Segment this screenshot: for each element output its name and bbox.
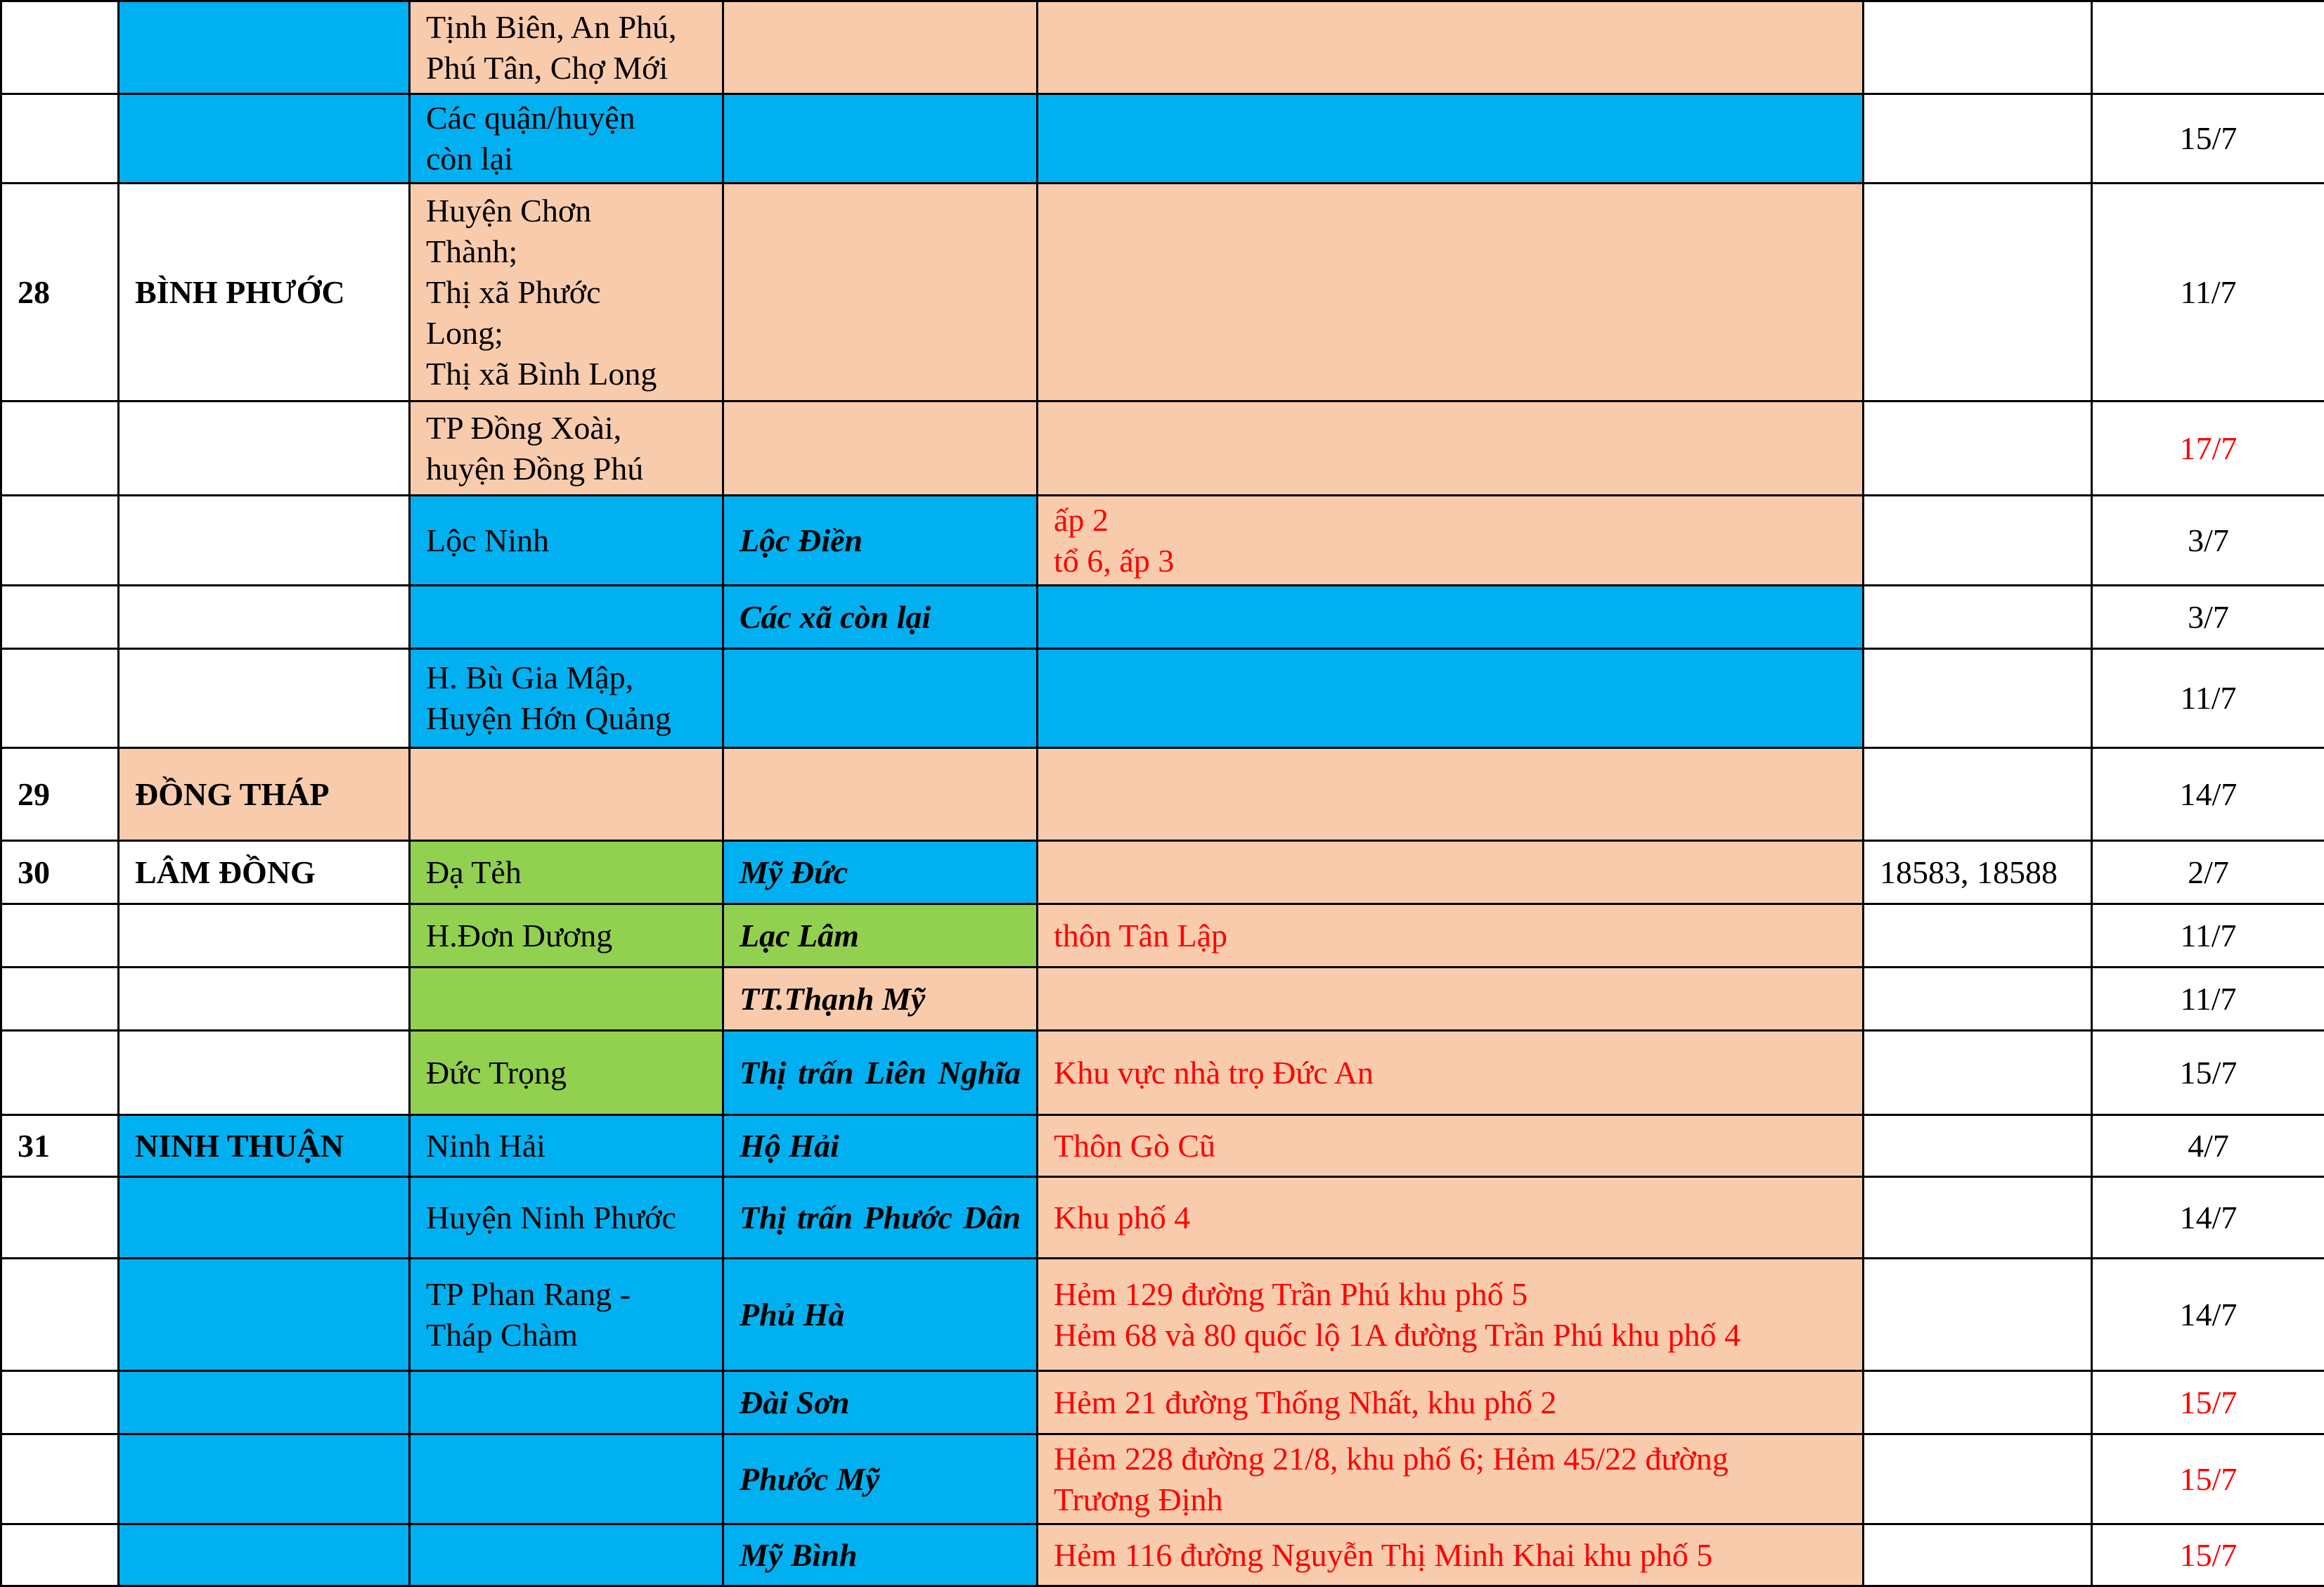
code-cell bbox=[1864, 1, 2092, 94]
table-row bbox=[1, 1371, 2324, 1434]
district-cell bbox=[410, 1371, 723, 1434]
date-cell: 15/7 bbox=[2092, 1371, 2324, 1434]
commune-cell bbox=[723, 184, 1038, 401]
stt-cell bbox=[1, 586, 119, 649]
stt-cell bbox=[1, 94, 119, 184]
province-cell bbox=[119, 401, 410, 496]
province-cell: ĐỒNG THÁP bbox=[119, 748, 410, 841]
stt-cell bbox=[1, 1524, 119, 1586]
district-cell bbox=[410, 748, 723, 841]
detail-cell bbox=[1038, 1, 1864, 94]
stt-cell bbox=[1, 649, 119, 748]
date-cell: 11/7 bbox=[2092, 904, 2324, 968]
table-row bbox=[1, 649, 2324, 748]
stt-cell bbox=[1, 1177, 119, 1259]
province-cell bbox=[119, 904, 410, 968]
province-cell bbox=[119, 586, 410, 649]
date-cell bbox=[2092, 1, 2324, 94]
district-cell: Đức Trọng bbox=[410, 1031, 723, 1115]
code-cell: 18583, 18588 bbox=[1864, 841, 2092, 904]
table-row bbox=[1, 1524, 2324, 1586]
table-row bbox=[1, 1, 2324, 94]
detail-cell bbox=[1038, 94, 1864, 184]
date-cell: 14/7 bbox=[2092, 748, 2324, 841]
code-cell bbox=[1864, 1524, 2092, 1586]
detail-cell: Khu vực nhà trọ Đức An bbox=[1038, 1031, 1864, 1115]
table-row bbox=[1, 94, 2324, 184]
stt-cell bbox=[1, 904, 119, 968]
province-cell: BÌNH PHƯỚC bbox=[119, 184, 410, 401]
district-cell bbox=[410, 1434, 723, 1524]
district-cell: Lộc Ninh bbox=[410, 496, 723, 586]
commune-cell bbox=[723, 94, 1038, 184]
stt-cell: 29 bbox=[1, 748, 119, 841]
code-cell bbox=[1864, 401, 2092, 496]
date-cell: 17/7 bbox=[2092, 401, 2324, 496]
commune-cell: Mỹ Đức bbox=[723, 841, 1038, 904]
table-row bbox=[1, 748, 2324, 841]
table-row bbox=[1, 401, 2324, 496]
table-row bbox=[1, 184, 2324, 401]
table-row bbox=[1, 586, 2324, 649]
commune-cell: Lạc Lâm bbox=[723, 904, 1038, 968]
date-cell: 2/7 bbox=[2092, 841, 2324, 904]
detail-cell: thôn Tân Lập bbox=[1038, 904, 1864, 968]
table-row bbox=[1, 968, 2324, 1031]
detail-cell: Khu phố 4 bbox=[1038, 1177, 1864, 1259]
date-cell: 11/7 bbox=[2092, 649, 2324, 748]
date-cell: 14/7 bbox=[2092, 1259, 2324, 1371]
stt-cell bbox=[1, 968, 119, 1031]
district-cell: TP Phan Rang - Tháp Chàm bbox=[410, 1259, 723, 1371]
stt-cell bbox=[1, 1434, 119, 1524]
date-cell: 15/7 bbox=[2092, 1524, 2324, 1586]
commune-cell: Phủ Hà bbox=[723, 1259, 1038, 1371]
detail-cell: Hẻm 21 đường Thống Nhất, khu phố 2 bbox=[1038, 1371, 1864, 1434]
table-row bbox=[1, 1031, 2324, 1115]
district-cell bbox=[410, 968, 723, 1031]
commune-cell: Phước Mỹ bbox=[723, 1434, 1038, 1524]
detail-cell bbox=[1038, 841, 1864, 904]
date-cell: 14/7 bbox=[2092, 1177, 2324, 1259]
date-cell: 15/7 bbox=[2092, 1434, 2324, 1524]
district-cell: Các quận/huyện còn lại bbox=[410, 94, 723, 184]
code-cell bbox=[1864, 184, 2092, 401]
stt-cell: 31 bbox=[1, 1115, 119, 1177]
commune-cell bbox=[723, 401, 1038, 496]
code-cell bbox=[1864, 649, 2092, 748]
stt-cell bbox=[1, 1371, 119, 1434]
detail-cell bbox=[1038, 649, 1864, 748]
province-cell: LÂM ĐỒNG bbox=[119, 841, 410, 904]
stt-cell: 30 bbox=[1, 841, 119, 904]
commune-cell bbox=[723, 748, 1038, 841]
date-cell: 11/7 bbox=[2092, 968, 2324, 1031]
commune-cell: Thị trấn Liên Nghĩa bbox=[723, 1031, 1038, 1115]
district-cell: H. Bù Gia Mập, Huyện Hớn Quảng bbox=[410, 649, 723, 748]
code-cell bbox=[1864, 1371, 2092, 1434]
date-cell: 3/7 bbox=[2092, 496, 2324, 586]
stt-cell bbox=[1, 1259, 119, 1371]
table-row bbox=[1, 1259, 2324, 1371]
commune-cell: Lộc Điền bbox=[723, 496, 1038, 586]
province-cell bbox=[119, 968, 410, 1031]
province-cell bbox=[119, 1434, 410, 1524]
detail-cell bbox=[1038, 586, 1864, 649]
code-cell bbox=[1864, 748, 2092, 841]
province-cell bbox=[119, 1259, 410, 1371]
code-cell bbox=[1864, 1115, 2092, 1177]
province-cell bbox=[119, 1524, 410, 1586]
date-cell: 3/7 bbox=[2092, 586, 2324, 649]
table-row bbox=[1, 496, 2324, 586]
district-cell: Huyện Chơn Thành; Thị xã Phước Long; Thị xã Bình Long bbox=[410, 184, 723, 401]
detail-cell bbox=[1038, 184, 1864, 401]
code-cell bbox=[1864, 904, 2092, 968]
stt-cell: 28 bbox=[1, 184, 119, 401]
province-cell bbox=[119, 496, 410, 586]
commune-cell: Thị trấn Phước Dân bbox=[723, 1177, 1038, 1259]
province-cell bbox=[119, 1177, 410, 1259]
district-cell bbox=[410, 586, 723, 649]
detail-cell bbox=[1038, 748, 1864, 841]
detail-cell bbox=[1038, 968, 1864, 1031]
detail-cell: Hẻm 116 đường Nguyễn Thị Minh Khai khu phố 5 bbox=[1038, 1524, 1864, 1586]
province-cell bbox=[119, 94, 410, 184]
table-row bbox=[1, 1177, 2324, 1259]
code-cell bbox=[1864, 586, 2092, 649]
date-cell: 11/7 bbox=[2092, 184, 2324, 401]
stt-cell bbox=[1, 1031, 119, 1115]
district-cell: TP Đồng Xoài, huyện Đồng Phú bbox=[410, 401, 723, 496]
code-cell bbox=[1864, 1177, 2092, 1259]
table-row bbox=[1, 1115, 2324, 1177]
district-cell bbox=[410, 1524, 723, 1586]
stt-cell bbox=[1, 1, 119, 94]
commune-cell: Đài Sơn bbox=[723, 1371, 1038, 1434]
district-cell: Đạ Tẻh bbox=[410, 841, 723, 904]
code-cell bbox=[1864, 94, 2092, 184]
detail-cell: Hẻm 228 đường 21/8, khu phố 6; Hẻm 45/22 đường Trương Định bbox=[1038, 1434, 1864, 1524]
district-cell: Tịnh Biên, An Phú, Phú Tân, Chợ Mới bbox=[410, 1, 723, 94]
commune-cell: Mỹ Bình bbox=[723, 1524, 1038, 1586]
date-cell: 4/7 bbox=[2092, 1115, 2324, 1177]
table-row bbox=[1, 1434, 2324, 1524]
code-cell bbox=[1864, 1259, 2092, 1371]
detail-cell: Hẻm 129 đường Trần Phú khu phố 5 Hẻm 68 và 80 quốc lộ 1A đường Trần Phú khu phố 4 bbox=[1038, 1259, 1864, 1371]
district-cell: Huyện Ninh Phước bbox=[410, 1177, 723, 1259]
commune-cell: TT.Thạnh Mỹ bbox=[723, 968, 1038, 1031]
province-cell bbox=[119, 649, 410, 748]
commune-cell: Hộ Hải bbox=[723, 1115, 1038, 1177]
table-row bbox=[1, 841, 2324, 904]
table-row bbox=[1, 904, 2324, 968]
code-cell bbox=[1864, 1434, 2092, 1524]
detail-cell: ấp 2 tổ 6, ấp 3 bbox=[1038, 496, 1864, 586]
code-cell bbox=[1864, 968, 2092, 1031]
stt-cell bbox=[1, 496, 119, 586]
commune-cell bbox=[723, 649, 1038, 748]
code-cell bbox=[1864, 496, 2092, 586]
code-cell bbox=[1864, 1031, 2092, 1115]
commune-cell: Các xã còn lại bbox=[723, 586, 1038, 649]
district-cell: H.Đơn Dương bbox=[410, 904, 723, 968]
district-cell: Ninh Hải bbox=[410, 1115, 723, 1177]
commune-cell bbox=[723, 1, 1038, 94]
detail-cell bbox=[1038, 401, 1864, 496]
province-cell bbox=[119, 1, 410, 94]
date-cell: 15/7 bbox=[2092, 1031, 2324, 1115]
stt-cell bbox=[1, 401, 119, 496]
detail-cell: Thôn Gò Cũ bbox=[1038, 1115, 1864, 1177]
date-cell: 15/7 bbox=[2092, 94, 2324, 184]
province-cell: NINH THUẬN bbox=[119, 1115, 410, 1177]
province-cell bbox=[119, 1371, 410, 1434]
province-cell bbox=[119, 1031, 410, 1115]
